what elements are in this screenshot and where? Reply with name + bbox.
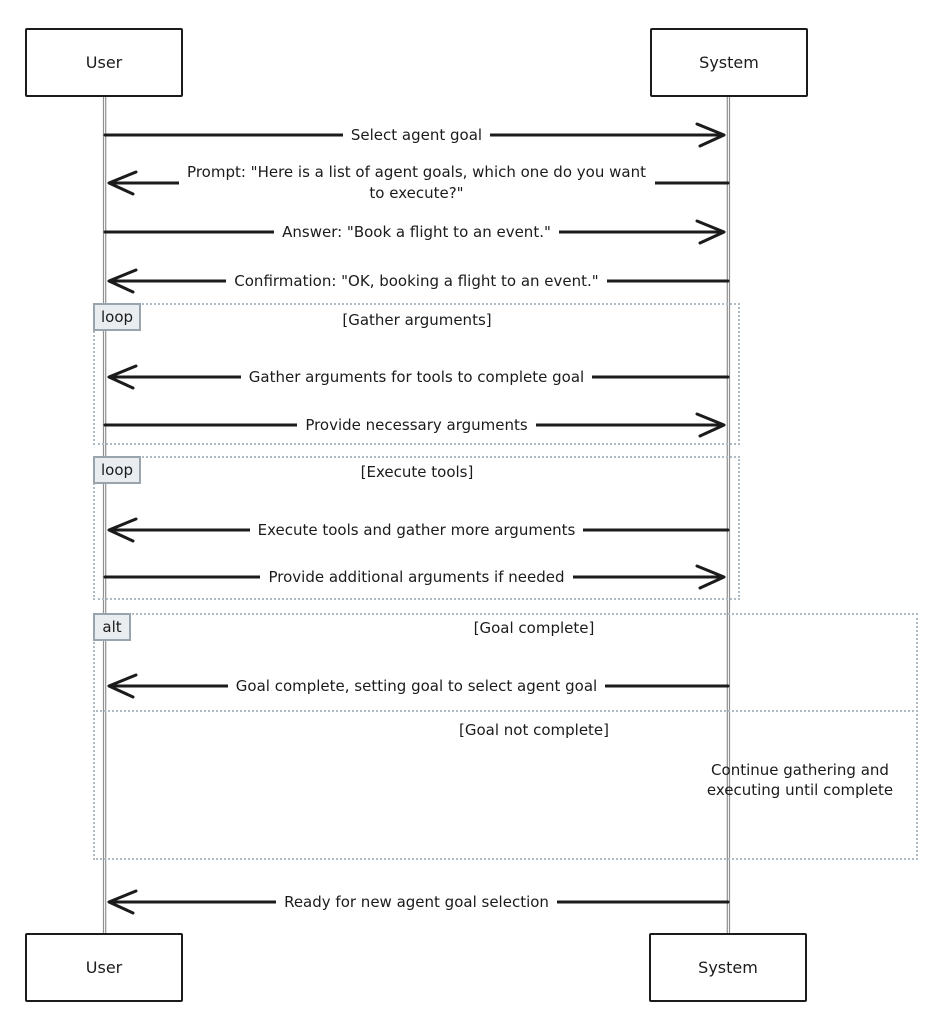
- actor-system-bottom-label: System: [698, 958, 758, 977]
- message-label-10: [105, 892, 728, 912]
- loop-condition-gather-arguments: [Gather arguments]: [342, 311, 492, 329]
- loop-label-1: loop: [93, 303, 141, 331]
- message-label-1: [105, 125, 728, 145]
- actor-user-bottom: [25, 933, 183, 1002]
- message-label-9: [105, 676, 728, 696]
- message-text-9: Goal complete, setting goal to select agent goal: [228, 676, 605, 696]
- actor-user-bottom-label: User: [85, 958, 123, 977]
- alt-label: alt: [93, 613, 131, 641]
- message-text-5: Gather arguments for tools to complete goal: [241, 367, 592, 387]
- loop-label-2: loop: [93, 456, 141, 484]
- loop-condition-execute-tools: [Execute tools]: [360, 463, 474, 481]
- message-label-7: [105, 520, 728, 540]
- message-text-8: Provide additional arguments if needed: [260, 567, 572, 587]
- message-text-2: Prompt: "Here is a list of agent goals, which one do you want to execute?": [179, 162, 655, 204]
- message-label-2: [105, 162, 728, 204]
- message-text-1: Select agent goal: [343, 125, 490, 145]
- note-continue-gathering: Continue gathering and executing until complete: [706, 761, 894, 799]
- message-text-7: Execute tools and gather more arguments: [250, 520, 584, 540]
- actor-system-bottom: [649, 933, 807, 1002]
- message-text-3: Answer: "Book a flight to an event.": [274, 222, 559, 242]
- message-label-3: [105, 222, 728, 242]
- message-label-5: [105, 367, 728, 387]
- message-label-8: [105, 567, 728, 587]
- actor-system-top-label: System: [699, 53, 759, 72]
- actor-user-top-label: User: [85, 53, 123, 72]
- actor-user-top: [25, 28, 183, 97]
- message-label-4: [105, 271, 728, 291]
- message-text-6: Provide necessary arguments: [297, 415, 535, 435]
- alt-frame-divider: [93, 710, 918, 712]
- alt-condition-goal-not-complete: [Goal not complete]: [458, 721, 610, 739]
- alt-condition-goal-complete: [Goal complete]: [473, 619, 595, 637]
- message-text-10: Ready for new agent goal selection: [276, 892, 557, 912]
- message-label-6: [105, 415, 728, 435]
- message-text-4: Confirmation: "OK, booking a flight to an event.": [226, 271, 606, 291]
- actor-system-top: [650, 28, 808, 97]
